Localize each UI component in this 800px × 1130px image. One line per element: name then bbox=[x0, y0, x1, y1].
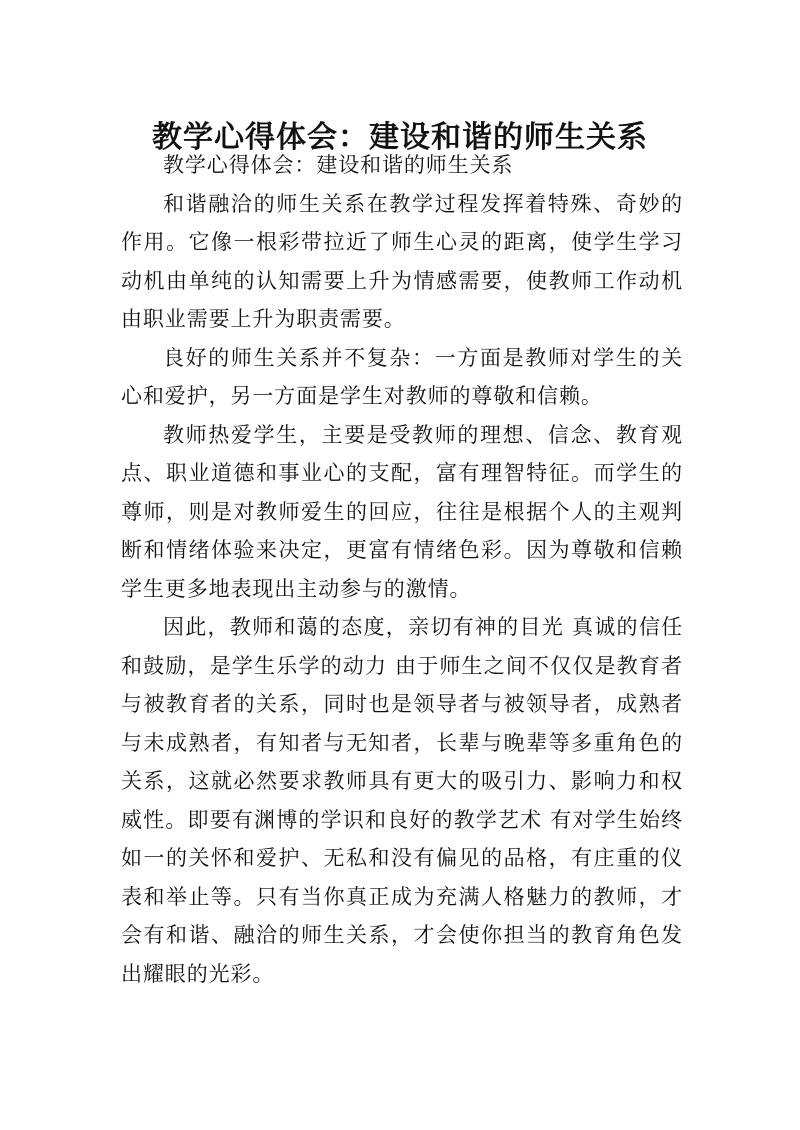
body-paragraph: 良好的师生关系并不复杂：一方面是教师对学生的关心和爱护，另一方面是学生对教师的尊敬和信赖。 bbox=[121, 345, 683, 408]
body-paragraph: 教师热爱学生，主要是受教师的理想、信念、教育观点、职业道德和事业心的支配，富有理智特征。而学生的尊师，则是对教师爱生的回应，往往是根据个人的主观判断和情绪体验来决定，更富有情绪色彩。因为尊敬和信赖 学生更多地表现出主动参与的激情。 bbox=[121, 422, 683, 601]
body-paragraph: 因此，教师和蔼的态度，亲切有神的目光 真诚的信任和鼓励，是学生乐学的动力 由于师生之间不仅仅是教育者与被教育者的关系，同时也是领导者与被领导者，成熟者与未成熟者，有知者与无知者，长辈与晚辈等多重角色的关系，这就必然要求教师具有更大的吸引力、影响力和权威性。即要有渊博的学识和良好的教学艺术 有对学生始终如一的关怀和爱护、无私和没有偏见的品格，有庄重的仪表和举止等。只有当你真正成为充满人格魅力的教师，才会有和谐、融洽的师生关系，才会使你担当的教育角色发出耀眼的光彩。 bbox=[121, 615, 683, 986]
document-body bbox=[121, 146, 683, 993]
subtitle-paragraph: 教学心得体会：建设和谐的师生关系 bbox=[163, 153, 514, 177]
document-title: 教学心得体会：建设和谐的师生关系 bbox=[152, 120, 648, 156]
body-paragraph: 和谐融洽的师生关系在教学过程发挥着特殊、奇妙的作用。它像一根彩带拉近了师生心灵的距离，使学生学习动机由单纯的认知需要上升为情感需要，使教师工作动机由职业需要上升为职责需要。 bbox=[121, 191, 683, 331]
